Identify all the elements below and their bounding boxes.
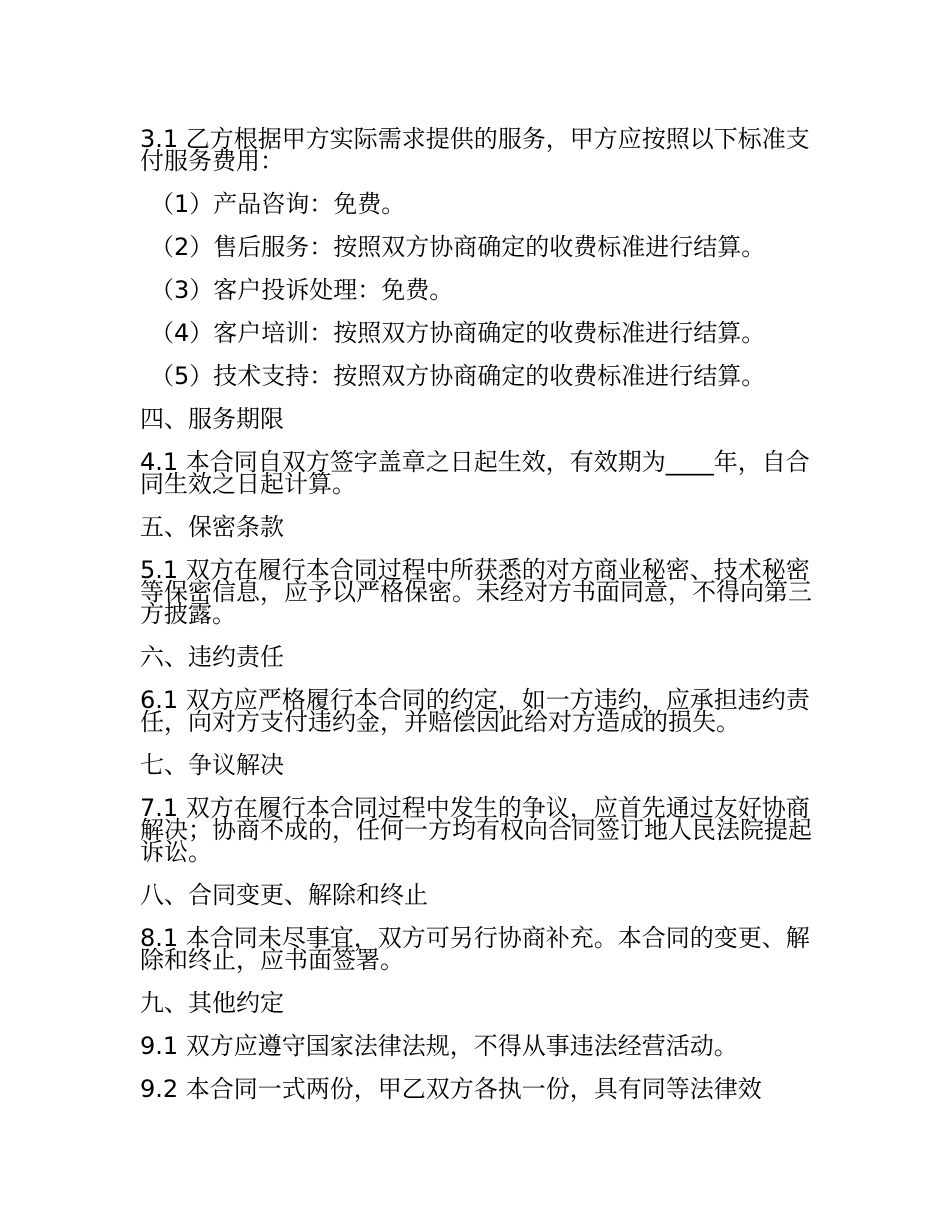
- clause-3-1: 3.1 乙方根据甲方实际需求提供的服务，甲方应按照以下标准支付服务费用：: [140, 125, 810, 175]
- fee-item-training: （4）客户培训：按照双方协商确定的收费标准进行结算。: [150, 319, 766, 347]
- document-page: [140, 125, 820, 1121]
- section-heading-dispute: 七、争议解决: [140, 751, 284, 779]
- section-heading-breach: 六、违约责任: [140, 643, 284, 671]
- clause-4-1: 4.1 本合同自双方签字盖章之日起生效，有效期为____年，自合同生效之日起计算。: [140, 448, 810, 498]
- section-heading-other: 九、其他约定: [140, 989, 284, 1017]
- section-heading-term: 四、服务期限: [140, 405, 284, 433]
- clause-8-1: 8.1 本合同未尽事宜，双方可另行协商补充。本合同的变更、解除和终止，应书面签署。: [140, 924, 810, 974]
- clause-9-1: 9.1 双方应遵守国家法律法规，不得从事违法经营活动。: [140, 1032, 738, 1060]
- fee-item-tech-support: （5）技术支持：按照双方协商确定的收费标准进行结算。: [150, 362, 766, 390]
- section-heading-confidentiality: 五、保密条款: [140, 513, 284, 541]
- section-heading-amendment: 八、合同变更、解除和终止: [140, 881, 428, 909]
- clause-9-2: 9.2 本合同一式两份，甲乙双方各执一份，具有同等法律效: [140, 1075, 762, 1103]
- clause-7-1: 7.1 双方在履行本合同过程中发生的争议，应首先通过友好协商解决；协商不成的，任何一方均有权向合同签订地人民法院提起诉讼。: [140, 794, 812, 866]
- fee-item-product-consulting: （1）产品咨询：免费。: [150, 190, 406, 218]
- clause-6-1: 6.1 双方应严格履行本合同的约定，如一方违约，应承担违约责任，向对方支付违约金，并赔偿因此给对方造成的损失。: [140, 686, 810, 736]
- clause-5-1: 5.1 双方在履行本合同过程中所获悉的对方商业秘密、技术秘密等保密信息，应予以严格保密。未经对方书面同意，不得向第三方披露。: [140, 556, 812, 628]
- fee-item-complaints: （3）客户投诉处理：免费。: [150, 276, 454, 304]
- fee-item-after-sales: （2）售后服务：按照双方协商确定的收费标准进行结算。: [150, 233, 766, 261]
